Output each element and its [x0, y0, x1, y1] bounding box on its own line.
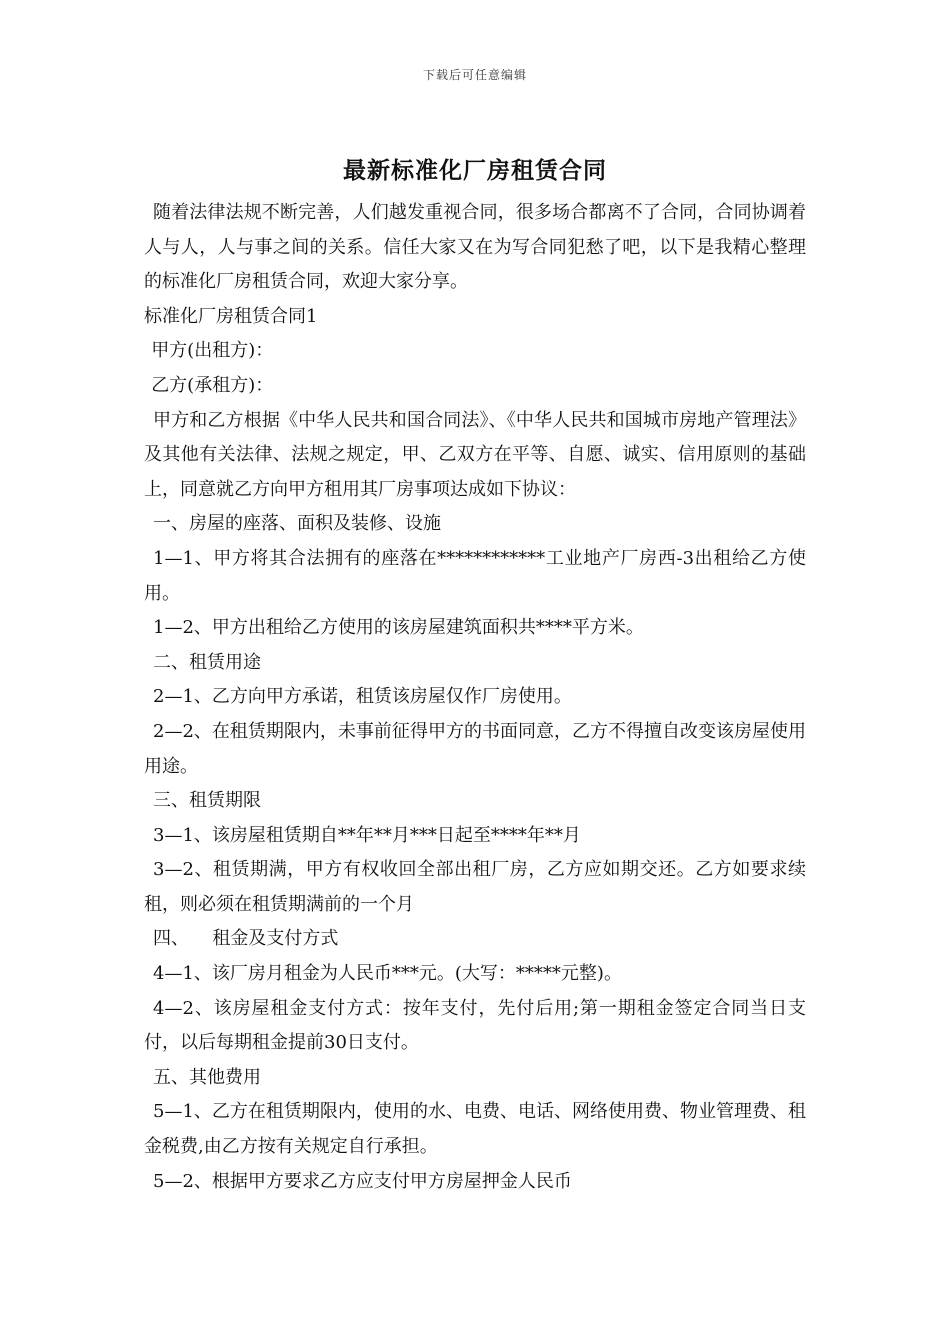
- document-body: [144, 196, 806, 1199]
- clause-3-2: 3—2、租赁期满，甲方有权收回全部出租厂房，乙方应如期交还。乙方如要求续租，则必须在租赁期满前的一个月: [144, 859, 806, 915]
- contract-subtitle: 标准化厂房租赁合同1: [144, 305, 318, 327]
- header-note: 下载后可任意编辑: [422, 68, 527, 82]
- section-4-title: 租金及支付方式: [212, 928, 339, 950]
- clause-3-1: 3—1、该房屋租赁期自**年**月***日起至****年**月: [153, 824, 581, 846]
- preamble-paragraph: 甲方和乙方根据《中华人民共和国合同法》、《中华人民共和国城市房地产管理法》及其他有关法律、法规之规定，甲、乙双方在平等、自愿、诚实、信用原则的基础上，同意就乙方向甲方租用其厂房事项达成如下协议：: [144, 409, 806, 500]
- clause-2-2: 2—2、在租赁期限内，未事前征得甲方的书面同意，乙方不得擅自改变该房屋使用用途。: [144, 720, 806, 777]
- clause-2-1: 2—1、乙方向甲方承诺，租赁该房屋仅作厂房使用。: [153, 686, 572, 708]
- clause-5-1: 5—1、乙方在租赁期限内，使用的水、电费、电话、网络使用费、物业管理费、租金税费,由乙方按有关规定自行承担。: [144, 1101, 806, 1158]
- party-b-line: 乙方(承租方)：: [151, 374, 274, 396]
- document-title: 最新标准化厂房租赁合同: [343, 158, 607, 184]
- section-4-number: 四、: [153, 928, 189, 950]
- party-a-line: 甲方(出租方)：: [151, 340, 274, 362]
- section-1-heading: 一、房屋的座落、面积及装修、设施: [153, 513, 441, 535]
- intro-paragraph: 随着法律法规不断完善，人们越发重视合同，很多场合都离不了合同，合同协调着人与人，人与事之间的关系。信任大家又在为写合同犯愁了吧，以下是我精心整理的标准化厂房租赁合同，欢迎大家分享。: [144, 202, 806, 293]
- clause-5-2: 5—2、根据甲方要求乙方应支付甲方房屋押金人民币: [153, 1170, 572, 1192]
- section-2-heading: 二、租赁用途: [153, 651, 261, 673]
- section-5-heading: 五、其他费用: [153, 1066, 261, 1088]
- clause-4-2: 4—2、该房屋租金支付方式：按年支付，先付后用;第一期租金签定合同当日支付，以后每期租金提前30日支付。: [144, 997, 806, 1054]
- section-3-heading: 三、租赁期限: [153, 790, 261, 812]
- clause-4-1: 4—1、该厂房月租金为人民币***元。(大写：*****元整)。: [153, 963, 622, 985]
- section-4-heading: [144, 922, 806, 957]
- clause-1-2: 1—2、甲方出租给乙方使用的该房屋建筑面积共****平方米。: [153, 617, 644, 639]
- clause-1-1: 1—1、甲方将其合法拥有的座落在************工业地产厂房西-3出租给乙方使用。: [144, 547, 806, 604]
